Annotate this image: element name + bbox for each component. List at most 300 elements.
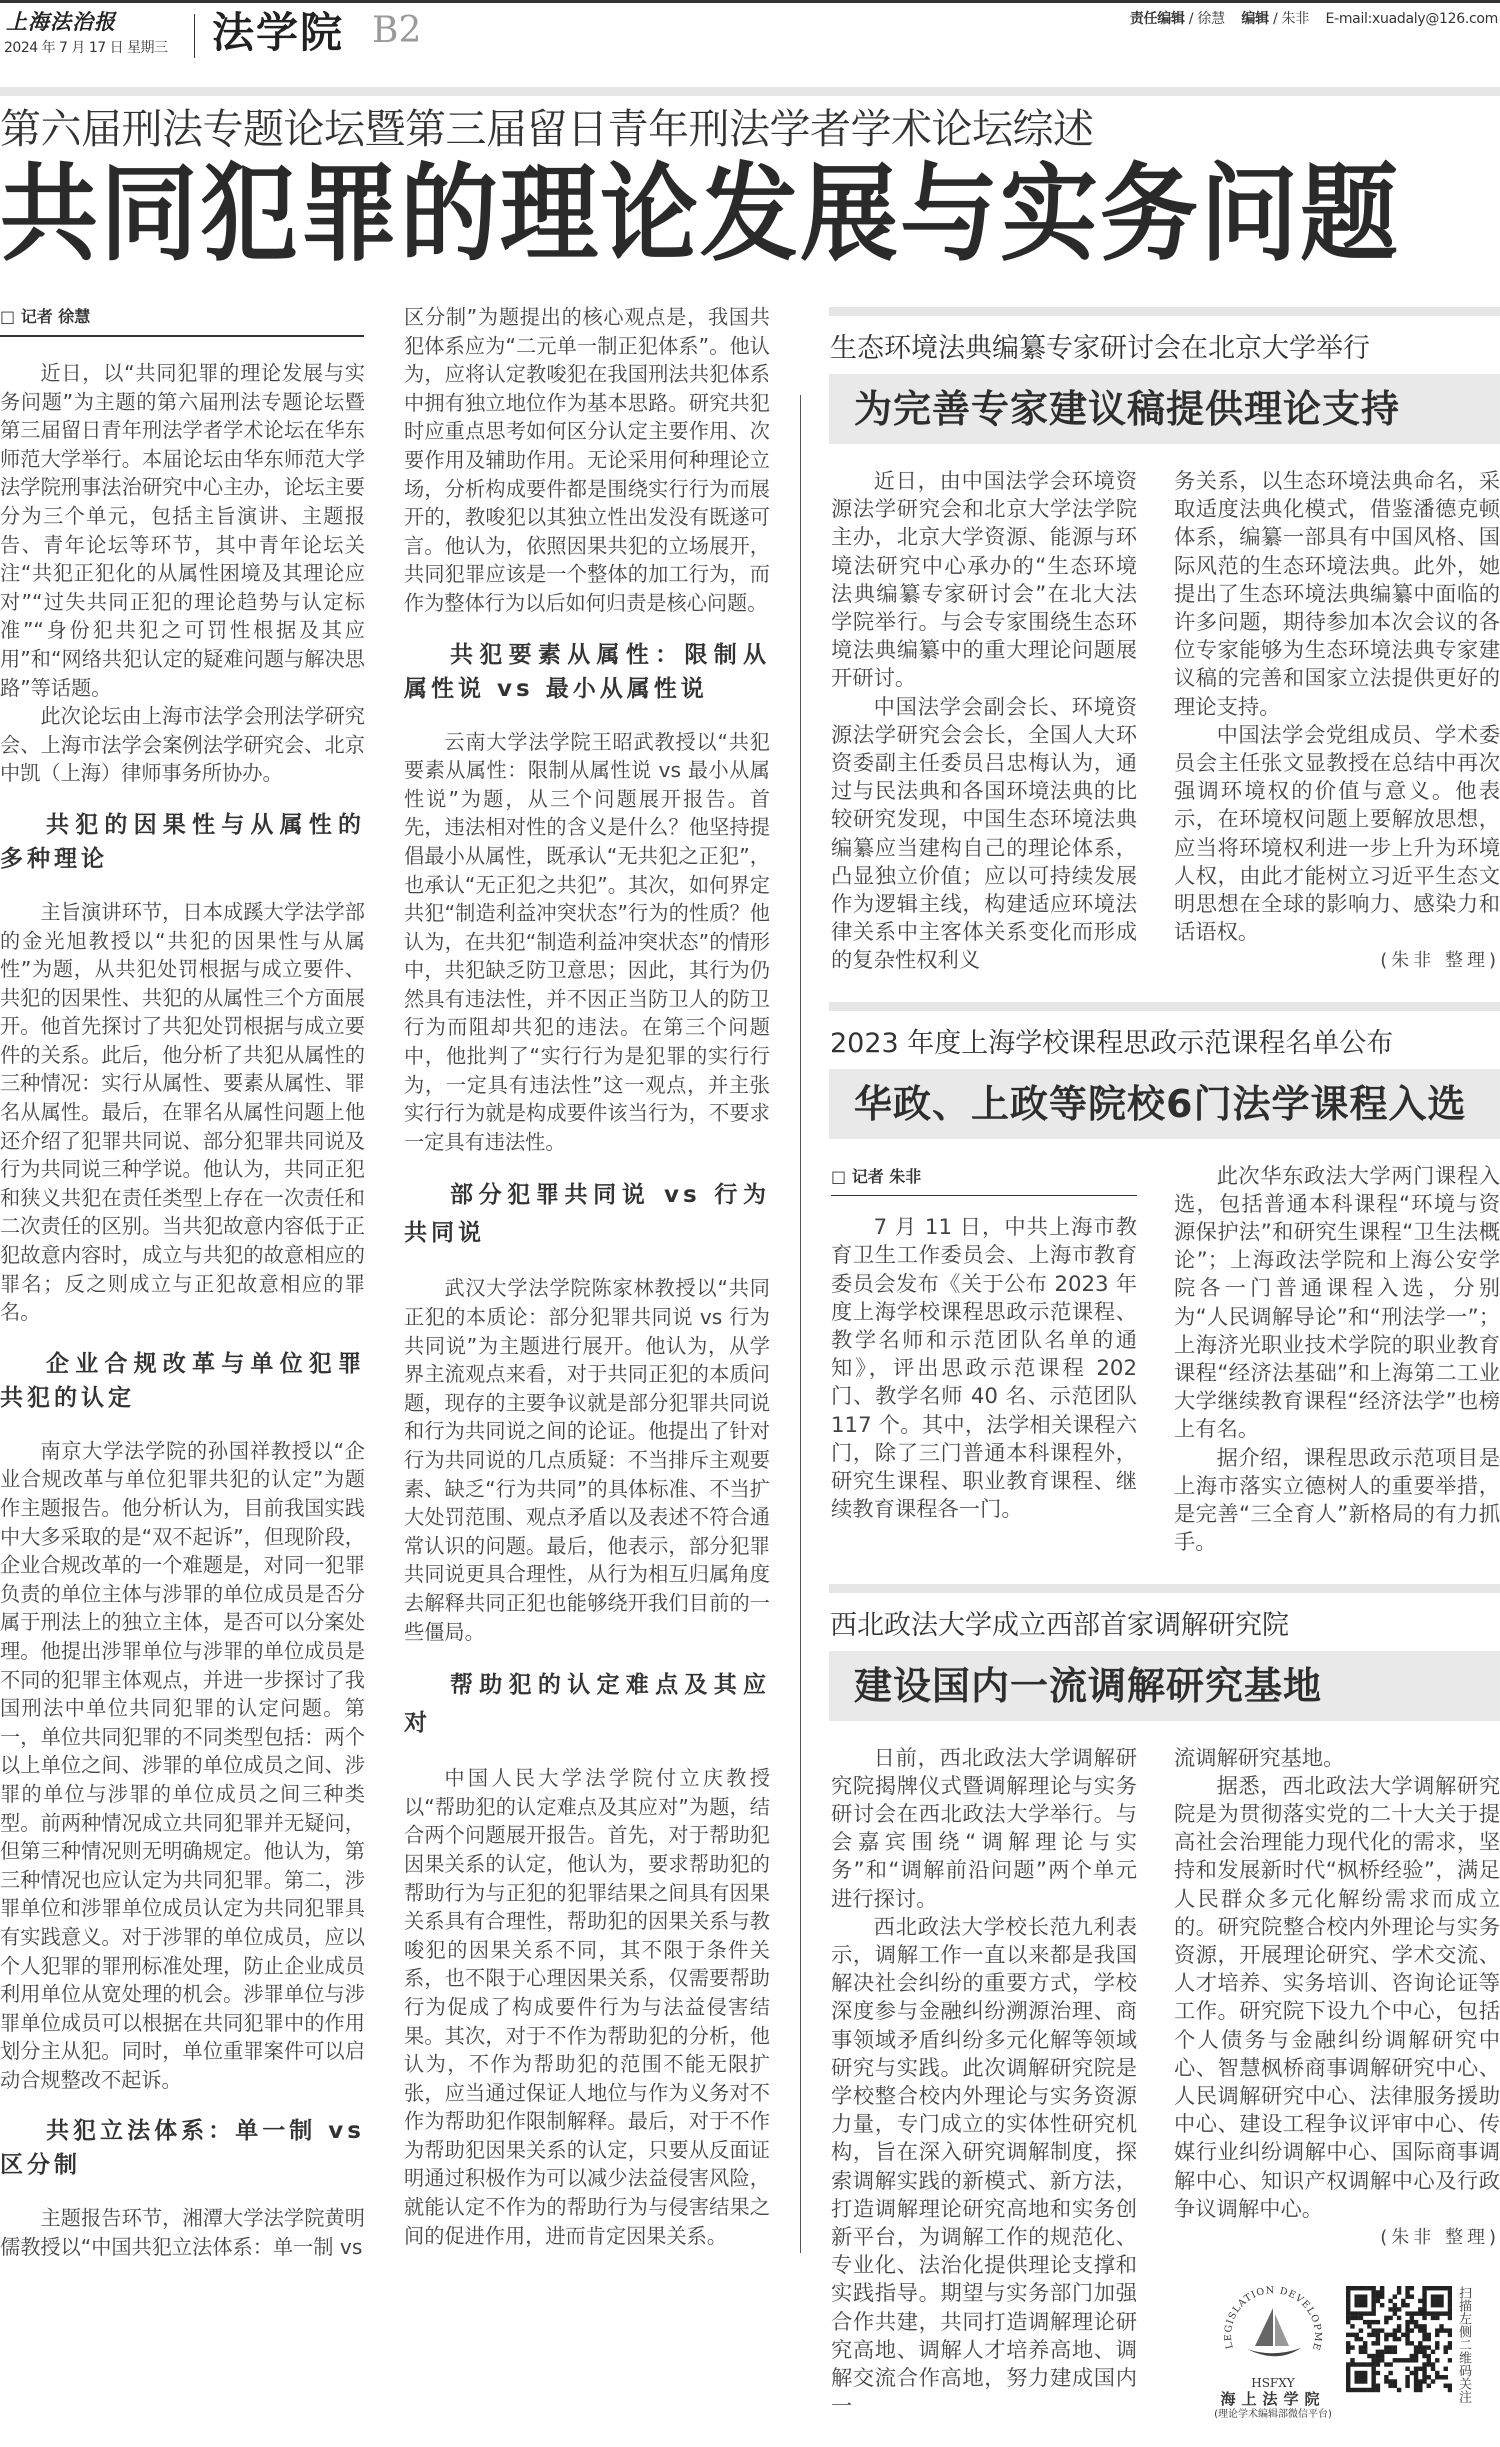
article2-byline: □ 记者 朱非 [831, 1166, 922, 1186]
qr-module [1418, 2307, 1422, 2311]
qr-module [1435, 2371, 1439, 2375]
qr-module [1448, 2345, 1452, 2349]
qr-module [1367, 2286, 1371, 2290]
qr-module [1393, 2333, 1397, 2337]
qr-module [1401, 2333, 1405, 2337]
article3-kicker: 西北政法大学成立西部首家调解研究院 [830, 1609, 1289, 1641]
qr-module [1359, 2379, 1363, 2383]
qr-module [1397, 2328, 1401, 2332]
qr-module [1384, 2320, 1388, 2324]
qr-module [1376, 2299, 1380, 2303]
qr-module [1371, 2333, 1375, 2337]
qr-module [1350, 2286, 1354, 2290]
article1-col-a [831, 468, 1137, 976]
qr-module [1371, 2388, 1375, 2392]
qr-module [1422, 2294, 1426, 2298]
qr-module [1371, 2375, 1375, 2379]
qr-module [1431, 2299, 1435, 2303]
qr-module [1435, 2316, 1439, 2320]
article-band [829, 1002, 1500, 1011]
qr-module [1346, 2294, 1350, 2298]
qr-module [1359, 2345, 1363, 2349]
qr-module [1422, 2362, 1426, 2366]
qr-module [1418, 2299, 1422, 2303]
qr-module [1363, 2320, 1367, 2324]
qr-module [1444, 2345, 1448, 2349]
subheading: 共犯立法体系：单一制 vs 区分制 [0, 2118, 365, 2179]
paragraph: 南京大学法学院的孙国祥教授以“企业合规改革与单位犯罪共犯的认定”为题作主题报告。他分析认为，目前我国实践中大多采取的是“双不起诉”，但现阶段，企业合规改革的一个难题是，对同一犯罪负责的单位主体与涉罪的单位成员是否分属于刑法上的独立主体，是否可以分案处理。他提出涉罪单位与涉罪的单位成员是不同的犯罪主体观点，并进一步探讨了我国刑法中单位共同犯罪的认定问题。第一，单位共同犯罪的不同类型包括：两个以上单位之间、涉罪的单位成员之间、涉罪的单位与涉罪的单位成员之间三种类型。前两种情况成立共同犯罪并无疑问，但第三种情况则无明确规定。他认为，第三种情况也应认定为共同犯罪。第二，涉罪单位和涉罪单位成员认定为共同犯罪具有实践意义。对于涉罪的单位成员，应以个人犯罪的罪刑标准处理，防止企业成员利用单位从宽处理的机会。涉罪单位与涉罪单位成员可以根据在共同犯罪中的作用划分主从犯。同时，单位重罪案件可以启动合规整改不起诉。 [0, 1438, 365, 2092]
article1-credit: (朱非 整理) [1380, 950, 1500, 972]
editor-credits: 责任编辑 / 徐慧 编辑 / 朱非 E-mail:xuadaly@126.com [1129, 11, 1498, 27]
qr-module [1444, 2311, 1448, 2315]
paragraph: 据悉，西北政法大学调解研究院是为贯彻落实党的二十大关于提高社会治理能力现代化的需求，坚持和发展新时代“枫桥经验”，满足人民群众多元化解纷需求而成立的。研究院整合校内外理论与实务资源，开展理论研究、学术交流、人才培养、实务培训、咨询论证等工作。研究院下设九个中心，包括个人债务与金融纠纷调解研究中心、智慧枫桥商事调解研究中心、人民调解研究中心、法律服务援助中心、建设工程争议评审中心、传媒行业纠纷调解中心、国际商事调解中心、知识产权调解中心及行政争议调解中心。 [1174, 1773, 1500, 2222]
paragraph: 近日，由中国法学会环境资源法学研究会和北京大学法学院主办，北京大学资源、能源与环境法研究中心承办的“生态环境法典编纂专家研讨会”在北大法学院举行。与会专家围绕生态环境法典编纂中的重大理论问题展开研讨。 [831, 469, 1137, 692]
qr-module [1410, 2371, 1414, 2375]
qr-module [1448, 2383, 1452, 2387]
qr-module [1414, 2371, 1418, 2375]
qr-module [1393, 2358, 1397, 2362]
subheading: 帮助犯的认定难点及其应对 [404, 1672, 770, 1737]
paragraph: 日前，西北政法大学调解研究院揭牌仪式暨调解理论与实务研讨会在西北政法大学举行。与会嘉宾围绕“调解理论与实务”和“调解前沿问题”两个单元进行探讨。 [831, 1745, 1137, 1912]
article1-headline-box [829, 374, 1500, 444]
qr-module [1418, 2388, 1422, 2392]
article2-headline-box [829, 1069, 1500, 1139]
qr-module [1376, 2320, 1380, 2324]
qr-module [1363, 2294, 1367, 2298]
paragraph: 据介绍，课程思政示范项目是上海市落实立德树人的重要举措，是完善“三全育人”新格局的有力抓手。 [1174, 1445, 1500, 1556]
qr-module [1414, 2383, 1418, 2387]
qr-module [1371, 2367, 1375, 2371]
qr-module [1427, 2337, 1431, 2341]
subheading: 共犯要素从属性：限制从属性说 vs 最小从属性说 [404, 641, 770, 702]
qr-module [1405, 2290, 1409, 2294]
byline-rule [0, 335, 364, 337]
qr-module [1354, 2316, 1358, 2320]
qr-module [1435, 2341, 1439, 2345]
qr-module [1405, 2286, 1409, 2290]
qr-module [1448, 2299, 1452, 2303]
article2-headline: 华政、上政等院校6门法学课程入选 [854, 1081, 1467, 1126]
lead-headline: 共同犯罪的理论发展与实务问题 [0, 152, 1401, 277]
qr-module [1359, 2299, 1363, 2303]
article2-kicker: 2023 年度上海学校课程思政示范课程名单公布 [830, 1027, 1394, 1059]
qr-module [1346, 2362, 1350, 2366]
qr-module [1422, 2299, 1426, 2303]
qr-module [1439, 2303, 1443, 2307]
article2-col-a [831, 1163, 1137, 1558]
qr-module [1354, 2299, 1358, 2303]
qr-module [1371, 2311, 1375, 2315]
qr-module [1422, 2286, 1426, 2290]
paragraph: 中国法学会副会长、环境资源法学研究会会长，全国人大环资委副主任委员吕忠梅认为，通过与民法典和各国环境法典的比较研究发现，中国生态环境法典编纂应当建构自己的理论体系，凸显独立价值；应以可持续发展作为逻辑主线，构建适应环境法律关系中主客体关系变化而形成的复杂性权利义 [831, 694, 1137, 974]
qr-module [1354, 2294, 1358, 2298]
qr-module [1448, 2286, 1452, 2290]
qr-module [1354, 2362, 1358, 2366]
article3-col-b [1174, 1745, 1500, 2422]
qr-module [1367, 2388, 1371, 2392]
qr-module [1439, 2299, 1443, 2303]
qr-module [1410, 2341, 1414, 2345]
qr-module [1427, 2375, 1431, 2379]
qr-module [1363, 2388, 1367, 2392]
qr-module [1422, 2354, 1426, 2358]
qr-module [1376, 2328, 1380, 2332]
logo-abbr: HSFXY [1251, 2376, 1295, 2391]
qr-module [1448, 2316, 1452, 2320]
qr-module [1418, 2367, 1422, 2371]
qr-module [1388, 2379, 1392, 2383]
qr-module [1376, 2383, 1380, 2387]
subheading: 企业合规改革与单位犯罪共犯的认定 [0, 1350, 365, 1411]
chief-editor-label: 责任编辑 [1129, 11, 1185, 27]
qr-module [1363, 2371, 1367, 2375]
promo-block [1214, 2286, 1500, 2421]
qr-module [1371, 2371, 1375, 2375]
qr-module [1435, 2375, 1439, 2379]
qr-module [1380, 2354, 1384, 2358]
qr-module [1431, 2303, 1435, 2307]
qr-module [1435, 2333, 1439, 2337]
paragraph: 中国人民大学法学院付立庆教授以“帮助犯的认定难点及其应对”为题，结合两个问题展开报告。首先，对于帮助犯因果关系的认定，他认为，要求帮助犯的帮助行为与正犯的犯罪结果之间具有因果关系具有合理性，帮助犯的因果关系与教唆犯的因果关系不同，其不限于条件关系，也不限于心理因果关系，仅需要帮助行为促成了构成要件行为与法益侵害结果。其次，对于不作为帮助犯的分析，他认为，不作为帮助犯的范围不能无限扩张，应当通过保证人地位与作为义务对不作为帮助犯作限制解释。最后，对于不作为帮助犯因果关系的认定，只要从反面证明通过积极作为可以减少法益侵害风险，就能认定不作为的帮助行为与侵害结果之间的促进作用，进而肯定因果关系。 [404, 1766, 770, 2248]
qr-module [1405, 2367, 1409, 2371]
qr-module [1346, 2311, 1350, 2315]
qr-module [1393, 2383, 1397, 2387]
article3-headline-box [829, 1651, 1500, 1721]
qr-module [1346, 2341, 1350, 2345]
qr-module [1376, 2371, 1380, 2375]
qr-module [1418, 2383, 1422, 2387]
qr-module [1346, 2379, 1350, 2383]
qr-module [1346, 2371, 1350, 2375]
article3-headline: 建设国内一流调解研究基地 [854, 1663, 1323, 1708]
qr-module [1359, 2328, 1363, 2332]
qr-module [1414, 2388, 1418, 2392]
qr-module [1405, 2328, 1409, 2332]
qr-module [1414, 2345, 1418, 2349]
qr-module [1448, 2290, 1452, 2294]
qr-module [1359, 2294, 1363, 2298]
qr-module [1384, 2350, 1388, 2354]
qr-module [1346, 2345, 1350, 2349]
qr-module [1414, 2367, 1418, 2371]
qr-module [1405, 2324, 1409, 2328]
qr-module [1397, 2388, 1401, 2392]
qr-module [1359, 2311, 1363, 2315]
qr-module [1414, 2354, 1418, 2358]
qr-module [1388, 2333, 1392, 2337]
qr-module [1380, 2294, 1384, 2298]
qr-module [1422, 2328, 1426, 2332]
paragraph: 务关系，以生态环境法典命名，采取适度法典化模式，借鉴潘德克顿体系，编纂一部具有中国风格、国际风范的生态环境法典。此外，她提出了生态环境法典编纂中面临的许多问题，期待参加本次会议的各位专家能够为生态环境法典专家建议稿的完善和国家立法提供更好的理论支持。 [1174, 469, 1500, 720]
qr-module [1346, 2303, 1350, 2307]
qr-module [1422, 2333, 1426, 2337]
qr-module [1427, 2333, 1431, 2337]
article1-body [829, 468, 1500, 976]
qr-module [1414, 2375, 1418, 2379]
qr-module [1405, 2337, 1409, 2341]
qr-module [1393, 2379, 1397, 2383]
qr-module [1346, 2290, 1350, 2294]
qr-module [1431, 2350, 1435, 2354]
qr-module [1376, 2333, 1380, 2337]
article-band [829, 1584, 1500, 1593]
qr-module [1380, 2290, 1384, 2294]
qr-module [1427, 2362, 1431, 2366]
qr-module [1363, 2286, 1367, 2290]
qr-module [1380, 2286, 1384, 2290]
qr-module [1444, 2350, 1448, 2354]
qr-module [1363, 2341, 1367, 2345]
qr-module [1431, 2367, 1435, 2371]
qr-module [1384, 2362, 1388, 2366]
qr-module [1397, 2358, 1401, 2362]
qr-module [1350, 2324, 1354, 2328]
qr-module [1431, 2362, 1435, 2366]
qr-module [1439, 2375, 1443, 2379]
qr-module [1405, 2358, 1409, 2362]
qr-module [1405, 2333, 1409, 2337]
qr-module [1393, 2311, 1397, 2315]
header-divider [194, 14, 195, 58]
qr-module [1376, 2388, 1380, 2392]
qr-module [1422, 2316, 1426, 2320]
article2-body [829, 1163, 1500, 1558]
qr-module [1359, 2303, 1363, 2307]
qr-module [1435, 2328, 1439, 2332]
qr-module [1401, 2303, 1405, 2307]
qr-module [1393, 2328, 1397, 2332]
qr-module [1376, 2337, 1380, 2341]
qr-module [1435, 2311, 1439, 2315]
qr-module [1346, 2350, 1350, 2354]
chief-editor: 徐慧 [1197, 11, 1225, 27]
paragraph: 此次华东政法大学两门课程入选，包括普通本科课程“环境与资源保护法”和研究生课程“卫生法概论”；上海政法学院和上海公安学院各一门普通课程入选，分别为“人民调解导论”和“刑法学一”；上海济光职业技术学院的职业教育课程“经济法基础”和上海第二工业大学继续教育课程“经济法学”也榜上有名。 [1174, 1163, 1500, 1443]
article3-body [829, 1745, 1500, 2422]
qr-module [1405, 2383, 1409, 2387]
qr-module [1346, 2299, 1350, 2303]
qr-module [1439, 2324, 1443, 2328]
qr-module [1444, 2367, 1448, 2371]
qr-module [1393, 2307, 1397, 2311]
qr-module [1380, 2358, 1384, 2362]
qr-module [1354, 2337, 1358, 2341]
qr-module [1363, 2311, 1367, 2315]
qr-module [1346, 2307, 1350, 2311]
qr-module [1405, 2341, 1409, 2345]
qr-module [1376, 2341, 1380, 2345]
header-band [0, 87, 1500, 96]
qr-code-icon[interactable] [1346, 2286, 1452, 2396]
qr-module [1448, 2307, 1452, 2311]
article2 [829, 1002, 1500, 1558]
qr-module [1414, 2320, 1418, 2324]
qr-module [1388, 2362, 1392, 2366]
qr-module [1431, 2311, 1435, 2315]
paragraph: 主旨演讲环节，日本成蹊大学法学部的金光旭教授以“共犯的因果性与从属性”为题，从共犯处罚根据与成立要件、共犯的因果性、共犯的从属性三个方面展开。他首先探讨了共犯处罚根据与成立要件的关系。此后，他分析了共犯从属性的三种情况：实行从属性、要素从属性、罪名从属性。最后，在罪名从属性问题上他还介绍了犯罪共同说、部分犯罪共同说及行为共同说三种学说。他认为，共同正犯和狭义共犯在责任类型上存在一次责任和二次责任的区别。当共犯故意内容低于正犯故意内容时，成立与共犯的故意相应的罪名；反之则成立与正犯故意相应的罪名。 [0, 899, 365, 1325]
qr-module [1410, 2328, 1414, 2332]
qr-module [1363, 2362, 1367, 2366]
qr-module [1350, 2388, 1354, 2392]
qr-module [1380, 2328, 1384, 2332]
qr-module [1405, 2303, 1409, 2307]
qr-module [1371, 2354, 1375, 2358]
qr-module [1346, 2375, 1350, 2379]
qr-module [1405, 2379, 1409, 2383]
qr-module [1384, 2379, 1388, 2383]
qr-module [1418, 2328, 1422, 2332]
qr-module [1410, 2294, 1414, 2298]
paragraph: 近日，以“共同犯罪的理论发展与实务问题”为主题的第六届刑法专题论坛暨第三届留日青年刑法学者学术论坛在华东师范大学举行。本届论坛由华东师范大学法学院刑事法治研究中心主办，论坛主要分为三个单元，包括主旨演讲、主题报告、青年论坛等环节，其中青年论坛关注“共犯正犯化的从属性困境及其理论应对”“过失共同正犯的理论趋势与认定标准”“身份犯共犯之可罚性根据及其应用”和“网络共犯认定的疑难问题与解决思路”等话题。 [0, 361, 365, 700]
qr-module [1350, 2358, 1354, 2362]
qr-module [1393, 2303, 1397, 2307]
paragraph: 西北政法大学校长范九利表示，调解工作一直以来都是我国解决社会纠纷的重要方式，学校深度参与金融纠纷溯源治理、商事领域矛盾纠纷多元化解等领域研究与实践。此次调解研究院是学校整合校内外理论与实务资源力量，专门成立的实体性研究机构，旨在深入研究调解制度，探索调解实践的新模式、新方法，打造调解理论研究高地和实务创新平台，为调解工作的规范化、专业化、法治化提供理论支撑和实践指导。期望与实务部门加强合作共建，共同打造调解理论研究高地、调解人才培养高地、调解交流合作高地，努力建成国内一 [831, 1914, 1137, 2420]
qr-module [1388, 2350, 1392, 2354]
qr-module [1448, 2294, 1452, 2298]
qr-module [1376, 2350, 1380, 2354]
qr-module [1371, 2362, 1375, 2366]
paragraph: 中国法学会党组成员、学术委员会主任张文显教授在总结中再次强调环境权的价值与意义。他表示，在环境权问题上要解放思想，应当将环境权利进一步上升为环境人权，由此才能树立习近平生态文明思想在全球的影响力、感染力和话语权。 [1174, 722, 1500, 946]
article3-col-a [831, 1745, 1137, 2422]
qr-module [1401, 2299, 1405, 2303]
qr-module [1350, 2333, 1354, 2337]
qr-module [1371, 2286, 1375, 2290]
hsfxy-logo [1214, 2286, 1332, 2421]
qr-module [1427, 2311, 1431, 2315]
qr-module [1422, 2324, 1426, 2328]
editor-label: 编辑 [1241, 11, 1269, 27]
paragraph: 此次论坛由上海市法学会刑法学研究会、上海市法学会案例法学研究会、北京中凯（上海）律师事务所协办。 [0, 704, 365, 786]
qr-module [1435, 2286, 1439, 2290]
qr-module [1410, 2311, 1414, 2315]
qr-module [1376, 2290, 1380, 2294]
qr-module [1448, 2303, 1452, 2307]
qr-module [1427, 2354, 1431, 2358]
article1-headline: 为完善专家建议稿提供理论支持 [854, 387, 1401, 431]
qr-module [1435, 2303, 1439, 2307]
qr-module [1359, 2371, 1363, 2375]
qr-module [1397, 2316, 1401, 2320]
qr-module [1414, 2324, 1418, 2328]
page-number: B2 [372, 10, 422, 51]
article1 [829, 307, 1500, 976]
qr-module [1359, 2286, 1363, 2290]
qr-module [1414, 2311, 1418, 2315]
qr-module [1422, 2307, 1426, 2311]
qr-module [1367, 2333, 1371, 2337]
qr-module [1359, 2337, 1363, 2341]
qr-module [1359, 2388, 1363, 2392]
qr-module [1405, 2294, 1409, 2298]
qr-module [1350, 2316, 1354, 2320]
qr-module [1384, 2375, 1388, 2379]
qr-module [1354, 2388, 1358, 2392]
qr-module [1435, 2358, 1439, 2362]
qr-module [1397, 2307, 1401, 2311]
qr-module [1427, 2383, 1431, 2387]
qr-module [1435, 2299, 1439, 2303]
qr-module [1448, 2358, 1452, 2362]
qr-module [1371, 2294, 1375, 2298]
qr-module [1359, 2362, 1363, 2366]
qr-module [1444, 2383, 1448, 2387]
section-name: 法学院 [212, 8, 345, 57]
qr-module [1363, 2303, 1367, 2307]
logo-name: 海上法学院 [1220, 2390, 1326, 2409]
qr-module [1397, 2337, 1401, 2341]
qr-module [1418, 2341, 1422, 2345]
qr-module [1388, 2307, 1392, 2311]
qr-module [1422, 2311, 1426, 2315]
qr-module [1397, 2286, 1401, 2290]
qr-module [1435, 2345, 1439, 2349]
qr-module [1367, 2354, 1371, 2358]
qr-module [1371, 2320, 1375, 2324]
qr-module [1422, 2303, 1426, 2307]
qr-module [1448, 2311, 1452, 2315]
qr-module [1363, 2345, 1367, 2349]
qr-module [1363, 2350, 1367, 2354]
paragraph: 区分制”为题提出的核心观点是，我国共犯体系应为“二元单一制正犯体系”。他认为，应将认定教唆犯在我国刑法共犯体系中拥有独立地位作为基本思路。研究共犯时应重点思考如何区分认定主要作用、次要作用及辅助作用。无论采用何种理论立场，分析构成要件都是围绕实行行为而展开的，教唆犯以其独立性出发没有既遂可言。他认为，依照因果共犯的立场展开，共同犯罪应该是一个整体的加工行为，而作为整体行为以后如何归责是核心问题。 [404, 305, 770, 615]
top-rule [0, 0, 1500, 3]
qr-module [1439, 2328, 1443, 2332]
paragraph: 武汉大学法学院陈家林教授以“共同正犯的本质论：部分犯罪共同说 vs 行为共同说”为主题进行展开。他认为，从学界主流观点来看，对于共同正犯的本质问题，现存的主要争议就是部分犯罪共同说和行为共同说之间的论证。他提出了针对行为共同说的几点质疑：不当排斥主观要素、缺乏“行为共同”的具体标准、不当扩大处罚范围、观点矛盾以及表述不符合通常认识的问题。最后，他表示，部分犯罪共同说更具合理性，从行为相互归属角度去解释共同正犯也能够绕开我们目前的一些僵局。 [404, 1276, 770, 1644]
qr-module [1418, 2345, 1422, 2349]
qr-module [1376, 2362, 1380, 2366]
paragraph: 流调解研究基地。 [1174, 1745, 1345, 1771]
qr-module [1431, 2286, 1435, 2290]
qr-module [1422, 2345, 1426, 2349]
qr-module [1405, 2311, 1409, 2315]
qr-module [1418, 2311, 1422, 2315]
qr-module [1388, 2345, 1392, 2349]
qr-module [1388, 2371, 1392, 2375]
qr-module [1363, 2379, 1367, 2383]
qr-module [1448, 2388, 1452, 2392]
qr-module [1376, 2358, 1380, 2362]
qr-module [1414, 2379, 1418, 2383]
qr-module [1418, 2350, 1422, 2354]
editor: 朱非 [1281, 11, 1309, 27]
qr-module [1376, 2294, 1380, 2298]
qr-module [1359, 2316, 1363, 2320]
qr-module [1418, 2379, 1422, 2383]
qr-module [1410, 2358, 1414, 2362]
qr-module [1354, 2311, 1358, 2315]
qr-module [1414, 2358, 1418, 2362]
qr-module [1384, 2345, 1388, 2349]
qr-module [1397, 2290, 1401, 2294]
qr-module [1384, 2337, 1388, 2341]
lead-column-2 [404, 303, 770, 2250]
paragraph: 7 月 11 日，中共上海市教育卫生工作委员会、上海市教育委员会发布《关于公布 2023 年度上海学校课程思政示范课程、教学名师和示范团队名单的通知》，评出思政示范课程 202 门、教学名师 40 名、示范团队 117 个。其中，法学相关课程六门，除了三门普通本科课程外，研究生课程、职业教育课程、继续教育课程各一门。 [831, 1215, 1137, 1523]
newspaper-masthead-logo: 上海法治报 [6, 9, 116, 34]
qr-module [1427, 2358, 1431, 2362]
qr-module [1354, 2371, 1358, 2375]
qr-module [1359, 2375, 1363, 2379]
qr-module [1444, 2328, 1448, 2332]
qr-module [1422, 2367, 1426, 2371]
qr-module [1367, 2324, 1371, 2328]
column-divider [800, 395, 801, 2253]
qr-module [1401, 2358, 1405, 2362]
qr-module [1431, 2294, 1435, 2298]
qr-module [1422, 2371, 1426, 2375]
qr-module [1410, 2316, 1414, 2320]
qr-module [1371, 2303, 1375, 2307]
right-column [829, 307, 1500, 2447]
qr-module [1393, 2337, 1397, 2341]
qr-module [1346, 2383, 1350, 2387]
